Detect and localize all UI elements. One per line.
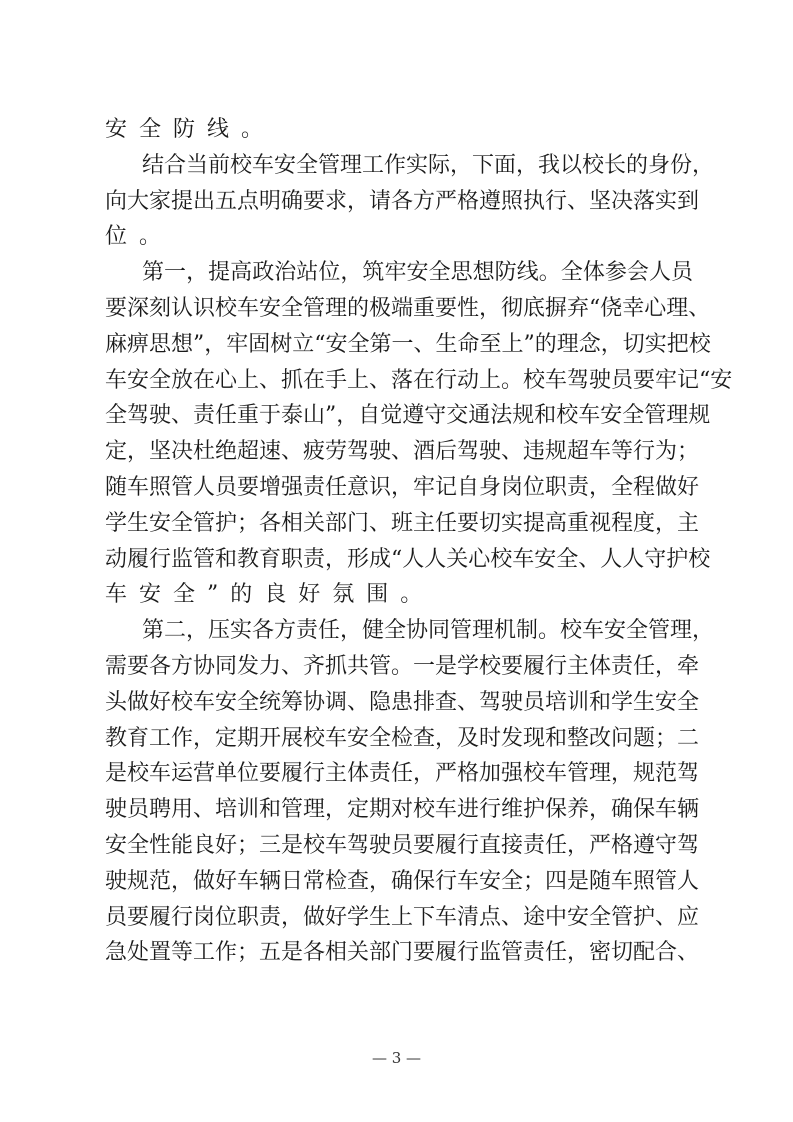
- text-line: 急处置等工作；五是各相关部门要履行监管责任，密切配合、: [105, 940, 700, 966]
- paragraph: [105, 613, 715, 971]
- text-line: 要深刻认识校车安全管理的极端重要性，彻底摒弃“侥幸心理、: [105, 295, 711, 321]
- text-line: 随车照管人员要增强责任意识，牢记自身岗位职责，全程做好: [105, 474, 700, 500]
- text-line: 定，坚决杜绝超速、疲劳驾驶、酒后驾驶、违规超车等行为；: [105, 439, 700, 465]
- text-line: 安全性能良好；三是校车驾驶员要履行直接责任，严格遵守驾: [105, 832, 700, 858]
- page-number: — 3 —: [371, 1049, 422, 1067]
- paragraph: [105, 148, 715, 255]
- text-line: 驶规范，做好车辆日常检查，确保行车安全；四是随车照管人: [105, 868, 700, 894]
- text-line: 车安全”的良好氛围。: [105, 582, 435, 608]
- text-line: 结合当前校车安全管理工作实际，下面，我以校长的身份，: [142, 152, 715, 178]
- text-line: 学生安全管护；各相关部门、班主任要切实提高重视程度，主: [105, 510, 700, 536]
- text-line: 动履行监管和教育职责，形成“人人关心校车安全、人人守护校: [105, 546, 711, 572]
- text-line: 车安全放在心上、抓在手上、落在行动上。校车驾驶员要牢记“安: [105, 367, 733, 393]
- text-line: 教育工作，定期开展校车安全检查，及时发现和整改问题；二: [105, 725, 700, 751]
- text-line: 麻痹思想”，牢固树立“安全第一、生命至上”的理念，切实把校: [105, 331, 711, 357]
- paragraph: [105, 112, 693, 148]
- text-line: 需要各方协同发力、齐抓共管。一是学校要履行主体责任，牵: [105, 653, 700, 679]
- text-line: 头做好校车安全统筹协调、隐患排查、驾驶员培训和学生安全: [105, 689, 700, 715]
- text-line: 第二，压实各方责任，健全协同管理机制。校车安全管理，: [142, 618, 715, 644]
- text-line: 向大家提出五点明确要求，请各方严格遵照执行、坚决落实到: [105, 188, 700, 214]
- text-line: 第一，提高政治站位，筑牢安全思想防线。全体参会人员: [142, 260, 693, 286]
- text-line: 是校车运营单位要履行主体责任，严格加强校车管理，规范驾: [105, 761, 700, 787]
- text-line: 全驾驶、责任重于泰山”，自觉遵守交通法规和校车安全管理规: [105, 403, 711, 429]
- document-body: [105, 112, 733, 971]
- text-line: 安全防线。: [105, 117, 276, 142]
- text-line: 驶员聘用、培训和管理，定期对校车进行维护保养，确保车辆: [105, 797, 700, 823]
- text-line: 员要履行岗位职责，做好学生上下车清点、途中安全管护、应: [105, 904, 700, 930]
- paragraph: [105, 255, 733, 613]
- text-line: 位。: [105, 224, 174, 250]
